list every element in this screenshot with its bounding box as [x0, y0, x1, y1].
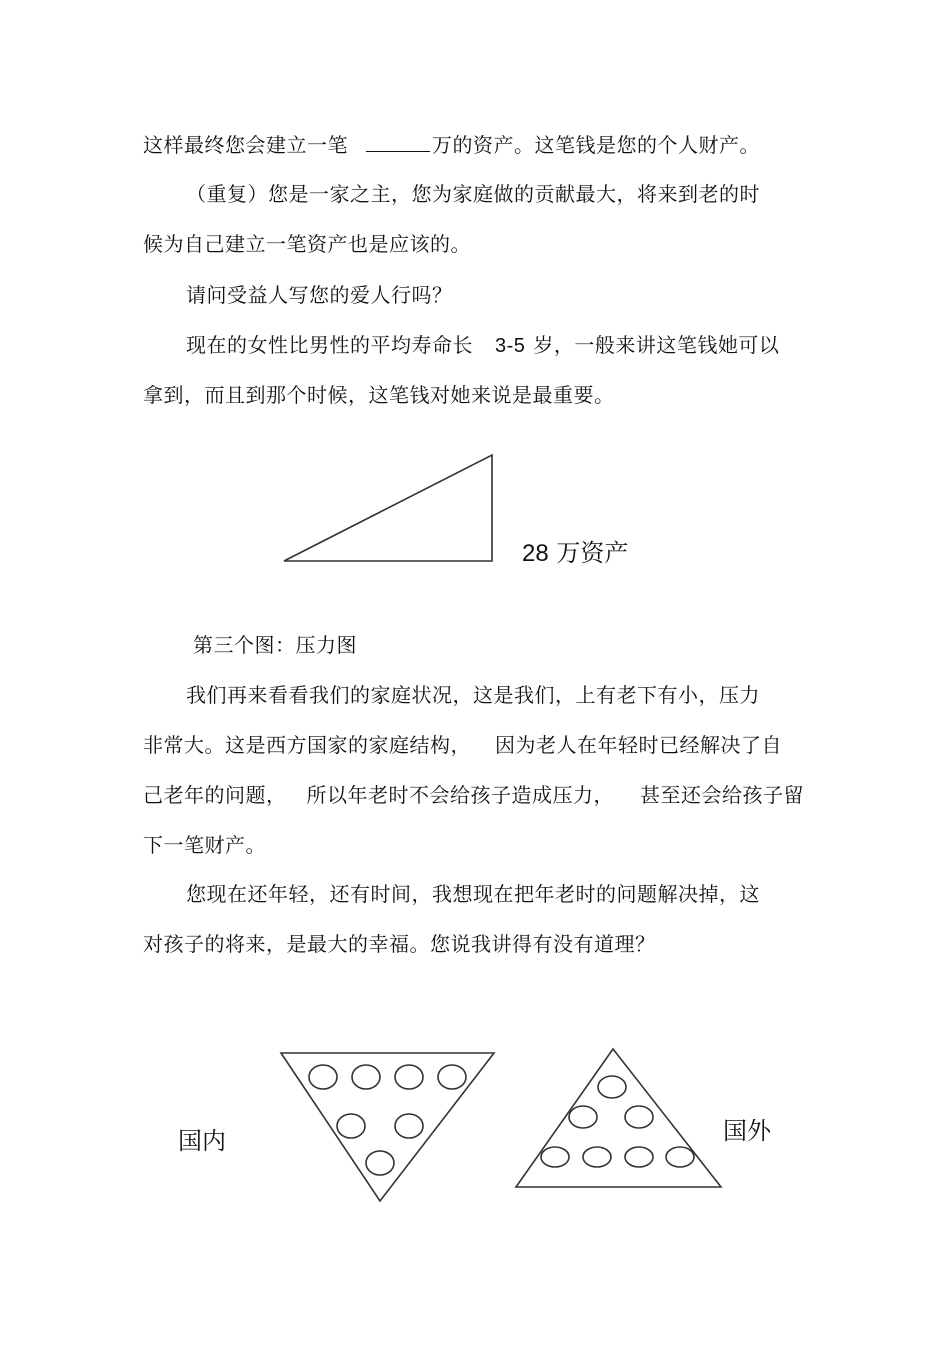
domestic-label: 国内 [178, 1127, 226, 1155]
domestic-triangle-outline [281, 1053, 494, 1201]
foreign-circle [625, 1106, 653, 1128]
paragraph-repeat-line-2: 候为自己建立一笔资产也是应该的。 [143, 232, 471, 256]
asset-amount-unit: 万资产 [556, 539, 629, 567]
foreign-circle [625, 1147, 653, 1167]
family-l3-a: 己老年的问题， [143, 783, 287, 807]
lifespan-text-a: 现在的女性比男性的平均寿命长 [186, 333, 473, 357]
family-l2-b: 因为老人在年轻时已经解决了自 [495, 733, 782, 757]
asset-text-after: 万的资产。这笔钱是您的个人财产。 [432, 133, 760, 157]
paragraph-family-line-4: 下一笔财产。 [143, 833, 266, 857]
family-l3-b: 所以年老时不会给孩子造成压力， [306, 783, 614, 807]
lifespan-text-b: 岁，一般来讲这笔钱她可以 [533, 333, 780, 357]
domestic-circle [438, 1065, 466, 1089]
foreign-circle [666, 1147, 694, 1167]
domestic-inverted-triangle [281, 1053, 494, 1201]
foreign-triangle-outline [516, 1049, 721, 1187]
asset-text-before: 这样最终您会建立一笔 [143, 133, 348, 157]
foreign-upright-triangle [516, 1049, 721, 1187]
foreign-circle [583, 1147, 611, 1167]
paragraph-family-line-1: 我们再来看看我们的家庭状况，这是我们，上有老下有小，压力 [186, 683, 760, 707]
paragraph-repeat-line-1: （重复）您是一家之主，您为家庭做的贡献最大，将来到老的时 [186, 182, 760, 206]
domestic-circle [337, 1114, 365, 1138]
foreign-label: 国外 [723, 1117, 771, 1145]
lifespan-years: 3-5 [495, 335, 526, 357]
foreign-circle [541, 1147, 569, 1167]
paragraph-beneficiary-question: 请问受益人写您的爱人行吗？ [186, 283, 453, 307]
domestic-circle [352, 1065, 380, 1089]
paragraph-young-line-2: 对孩子的将来，是最大的幸福。您说我讲得有没有道理？ [143, 932, 656, 956]
foreign-circle [569, 1106, 597, 1128]
foreign-circle [598, 1076, 626, 1098]
domestic-circle [395, 1065, 423, 1089]
family-l2-a: 非常大。这是西方国家的家庭结构， [143, 733, 471, 757]
family-l3-c: 甚至还会给孩子留 [640, 783, 804, 807]
domestic-circle [366, 1151, 394, 1175]
section-heading-pressure-chart: 第三个图：压力图 [193, 633, 357, 657]
paragraph-young-line-1: 您现在还年轻，还有时间，我想现在把年老时的问题解决掉，这 [186, 882, 760, 906]
paragraph-lifespan-line-2: 拿到，而且到那个时候，这笔钱对她来说是最重要。 [143, 383, 615, 407]
asset-amount-number: 28 [522, 540, 549, 567]
domestic-circle [309, 1065, 337, 1089]
domestic-circle [395, 1114, 423, 1138]
